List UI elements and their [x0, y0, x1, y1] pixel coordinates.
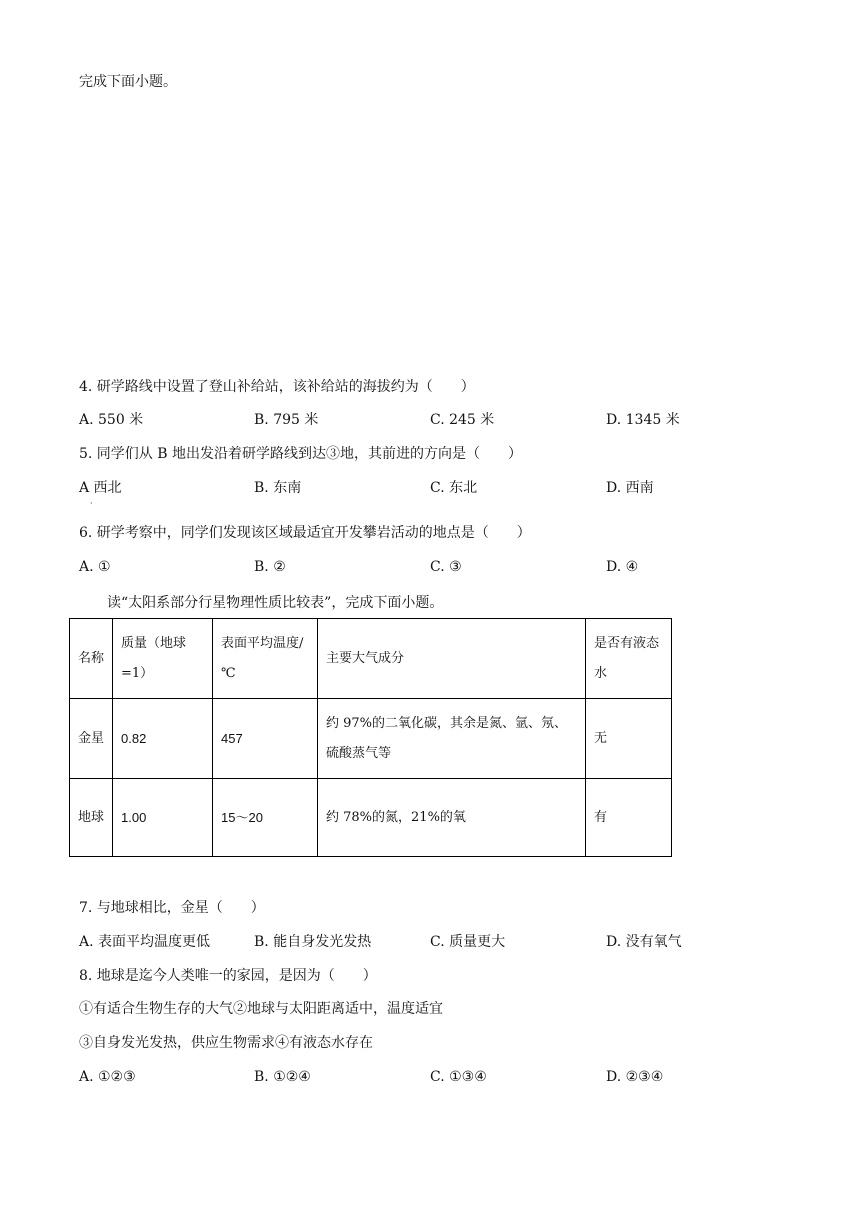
question-4-option-b: B. 795 米: [254, 412, 319, 428]
question-8-option-c: C. ①③④: [430, 1069, 487, 1085]
question-8-option-a: A. ①②③: [79, 1069, 136, 1085]
question-4-stem: 4. 研学路线中设置了登山补给站，该补给站的海拔约为（ ）: [79, 379, 475, 395]
cell-planet-name: 金星: [70, 699, 113, 779]
question-8-option-d: D. ②③④: [606, 1069, 664, 1085]
question-7-option-b: B. 能自身发光发热: [254, 934, 372, 950]
question-4-option-d: D. 1345 米: [606, 412, 680, 428]
question-5-stem: 5. 同学们从 B 地出发沿着研学路线到达③地，其前进的方向是（ ）: [79, 446, 522, 462]
question-6-option-d: D. ④: [606, 559, 639, 575]
question-7-stem: 7. 与地球相比，金星（ ）: [79, 900, 265, 916]
table-header-row: [70, 619, 672, 699]
question-7-option-d: D. 没有氧气: [606, 934, 682, 950]
table-row: [70, 699, 672, 779]
cell-temperature: 457: [213, 699, 318, 779]
table-intro: 读“太阳系部分行星物理性质比较表”，完成下面小题。: [107, 595, 444, 611]
header-atmosphere: 主要大气成分: [318, 619, 586, 699]
question-5-option-c: C. 东北: [430, 480, 478, 496]
question-7-option-c: C. 质量更大: [430, 934, 506, 950]
cell-liquid-water: 无: [586, 699, 672, 779]
table-row: [70, 779, 672, 857]
planet-comparison-table: [69, 618, 672, 857]
header-liquid-water: 是否有液态水: [586, 619, 672, 699]
question-8-statement-line-2: ③自身发光发热，供应生物需求④有液态水存在: [79, 1035, 373, 1051]
stray-dot: ·: [90, 499, 93, 508]
question-6-option-b: B. ②: [254, 559, 286, 575]
header-mass: 质量（地球=1）: [113, 619, 213, 699]
header-name: 名称: [70, 619, 113, 699]
cell-mass: 1.00: [113, 779, 213, 857]
question-8-stem: 8. 地球是迄今人类唯一的家园，是因为（ ）: [79, 968, 377, 984]
question-6-option-a: A. ①: [79, 559, 111, 575]
cell-atmosphere: 约 78%的氮，21%的氧: [318, 779, 586, 857]
question-6-option-c: C. ③: [430, 559, 462, 575]
question-4-option-a: A. 550 米: [79, 412, 144, 428]
question-6-stem: 6. 研学考察中，同学们发现该区域最适宜开发攀岩活动的地点是（ ）: [79, 525, 531, 541]
cell-temperature: 15～20: [213, 779, 318, 857]
question-5-option-a: A 西北: [79, 480, 122, 496]
intro-line: 完成下面小题。: [79, 74, 177, 90]
header-temperature: 表面平均温度/℃: [213, 619, 318, 699]
question-5-option-b: B. 东南: [254, 480, 302, 496]
question-5-option-d: D. 西南: [606, 480, 654, 496]
cell-planet-name: 地球: [70, 779, 113, 857]
cell-atmosphere: 约 97%的二氧化碳，其余是氮、氩、氖、硫酸蒸气等: [318, 699, 586, 779]
cell-mass: 0.82: [113, 699, 213, 779]
question-4-option-c: C. 245 米: [430, 412, 495, 428]
question-7-option-a: A. 表面平均温度更低: [79, 934, 211, 950]
question-8-statement-line-1: ①有适合生物生存的大气②地球与太阳距离适中，温度适宜: [79, 1001, 443, 1017]
cell-liquid-water: 有: [586, 779, 672, 857]
question-8-option-b: B. ①②④: [254, 1069, 311, 1085]
